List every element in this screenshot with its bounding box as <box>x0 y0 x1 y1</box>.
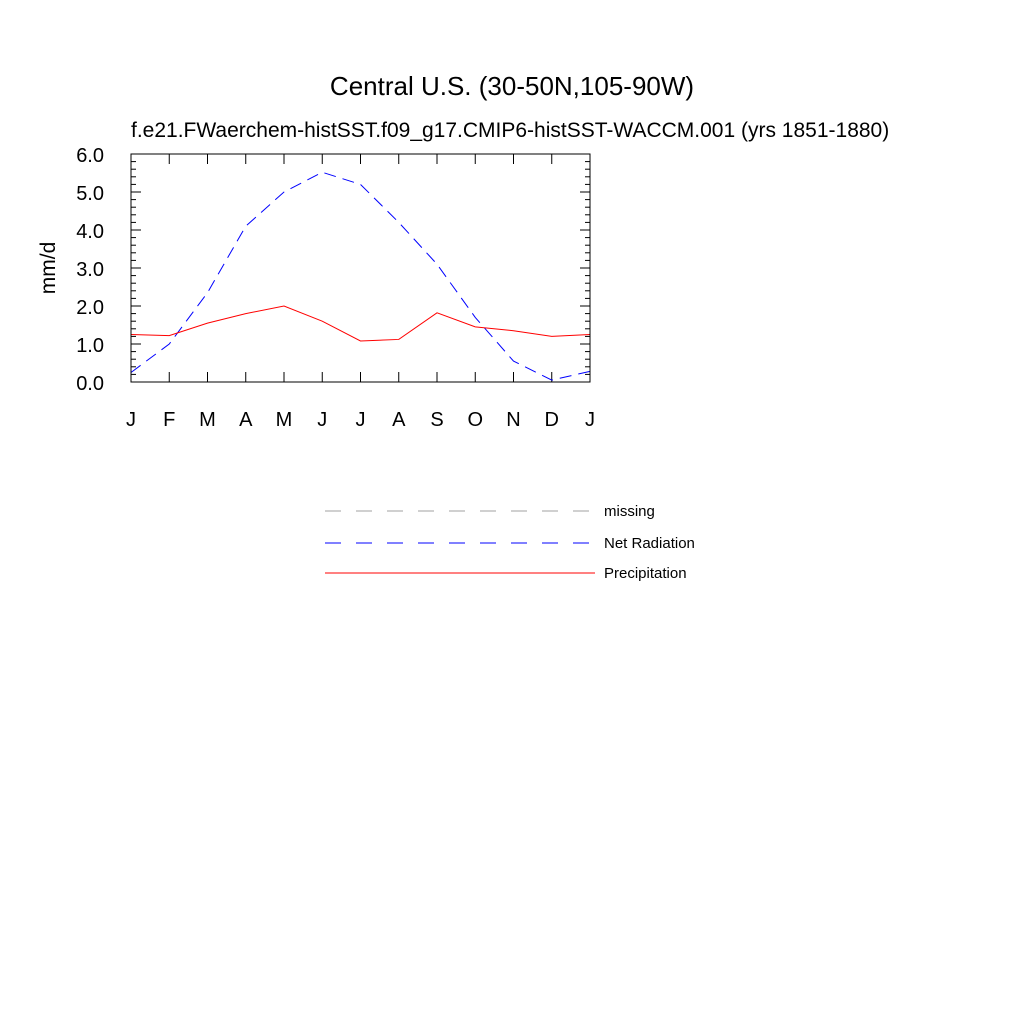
axis-ticks <box>76 145 595 431</box>
x-tick-label: F <box>163 409 176 431</box>
legend <box>325 503 695 582</box>
legend-label: Precipitation <box>604 565 687 582</box>
x-tick-label: J <box>317 409 328 431</box>
x-tick-label: A <box>239 409 253 431</box>
y-tick-label: 0.0 <box>76 373 104 395</box>
y-tick-label: 6.0 <box>76 145 104 167</box>
x-tick-label: O <box>467 409 484 431</box>
y-tick-label: 2.0 <box>76 297 104 319</box>
x-tick-label: N <box>506 409 521 431</box>
series-line-net-radiation <box>131 172 590 380</box>
x-tick-label: D <box>544 409 559 431</box>
series-lines <box>131 172 590 380</box>
y-tick-label: 5.0 <box>76 183 104 205</box>
series-line-precipitation <box>131 306 590 341</box>
legend-label: missing <box>604 503 655 520</box>
x-tick-label: J <box>585 409 595 431</box>
x-tick-label: M <box>199 409 216 431</box>
y-axis-label: mm/d <box>37 241 60 295</box>
y-tick-label: 3.0 <box>76 259 104 281</box>
x-tick-label: S <box>430 409 444 431</box>
y-tick-label: 4.0 <box>76 221 104 243</box>
x-tick-label: J <box>355 409 366 431</box>
x-tick-label: J <box>126 409 136 431</box>
chart-subtitle: f.e21.FWaerchem-histSST.f09_g17.CMIP6-histSST-WACCM.001 (yrs 1851-1880) <box>131 119 890 142</box>
x-tick-label: M <box>275 409 293 431</box>
plot-frame <box>131 154 590 382</box>
y-tick-label: 1.0 <box>76 335 104 357</box>
legend-label: Net Radiation <box>604 535 695 552</box>
x-tick-label: A <box>392 409 406 431</box>
chart-title: Central U.S. (30-50N,105-90W) <box>329 71 695 101</box>
